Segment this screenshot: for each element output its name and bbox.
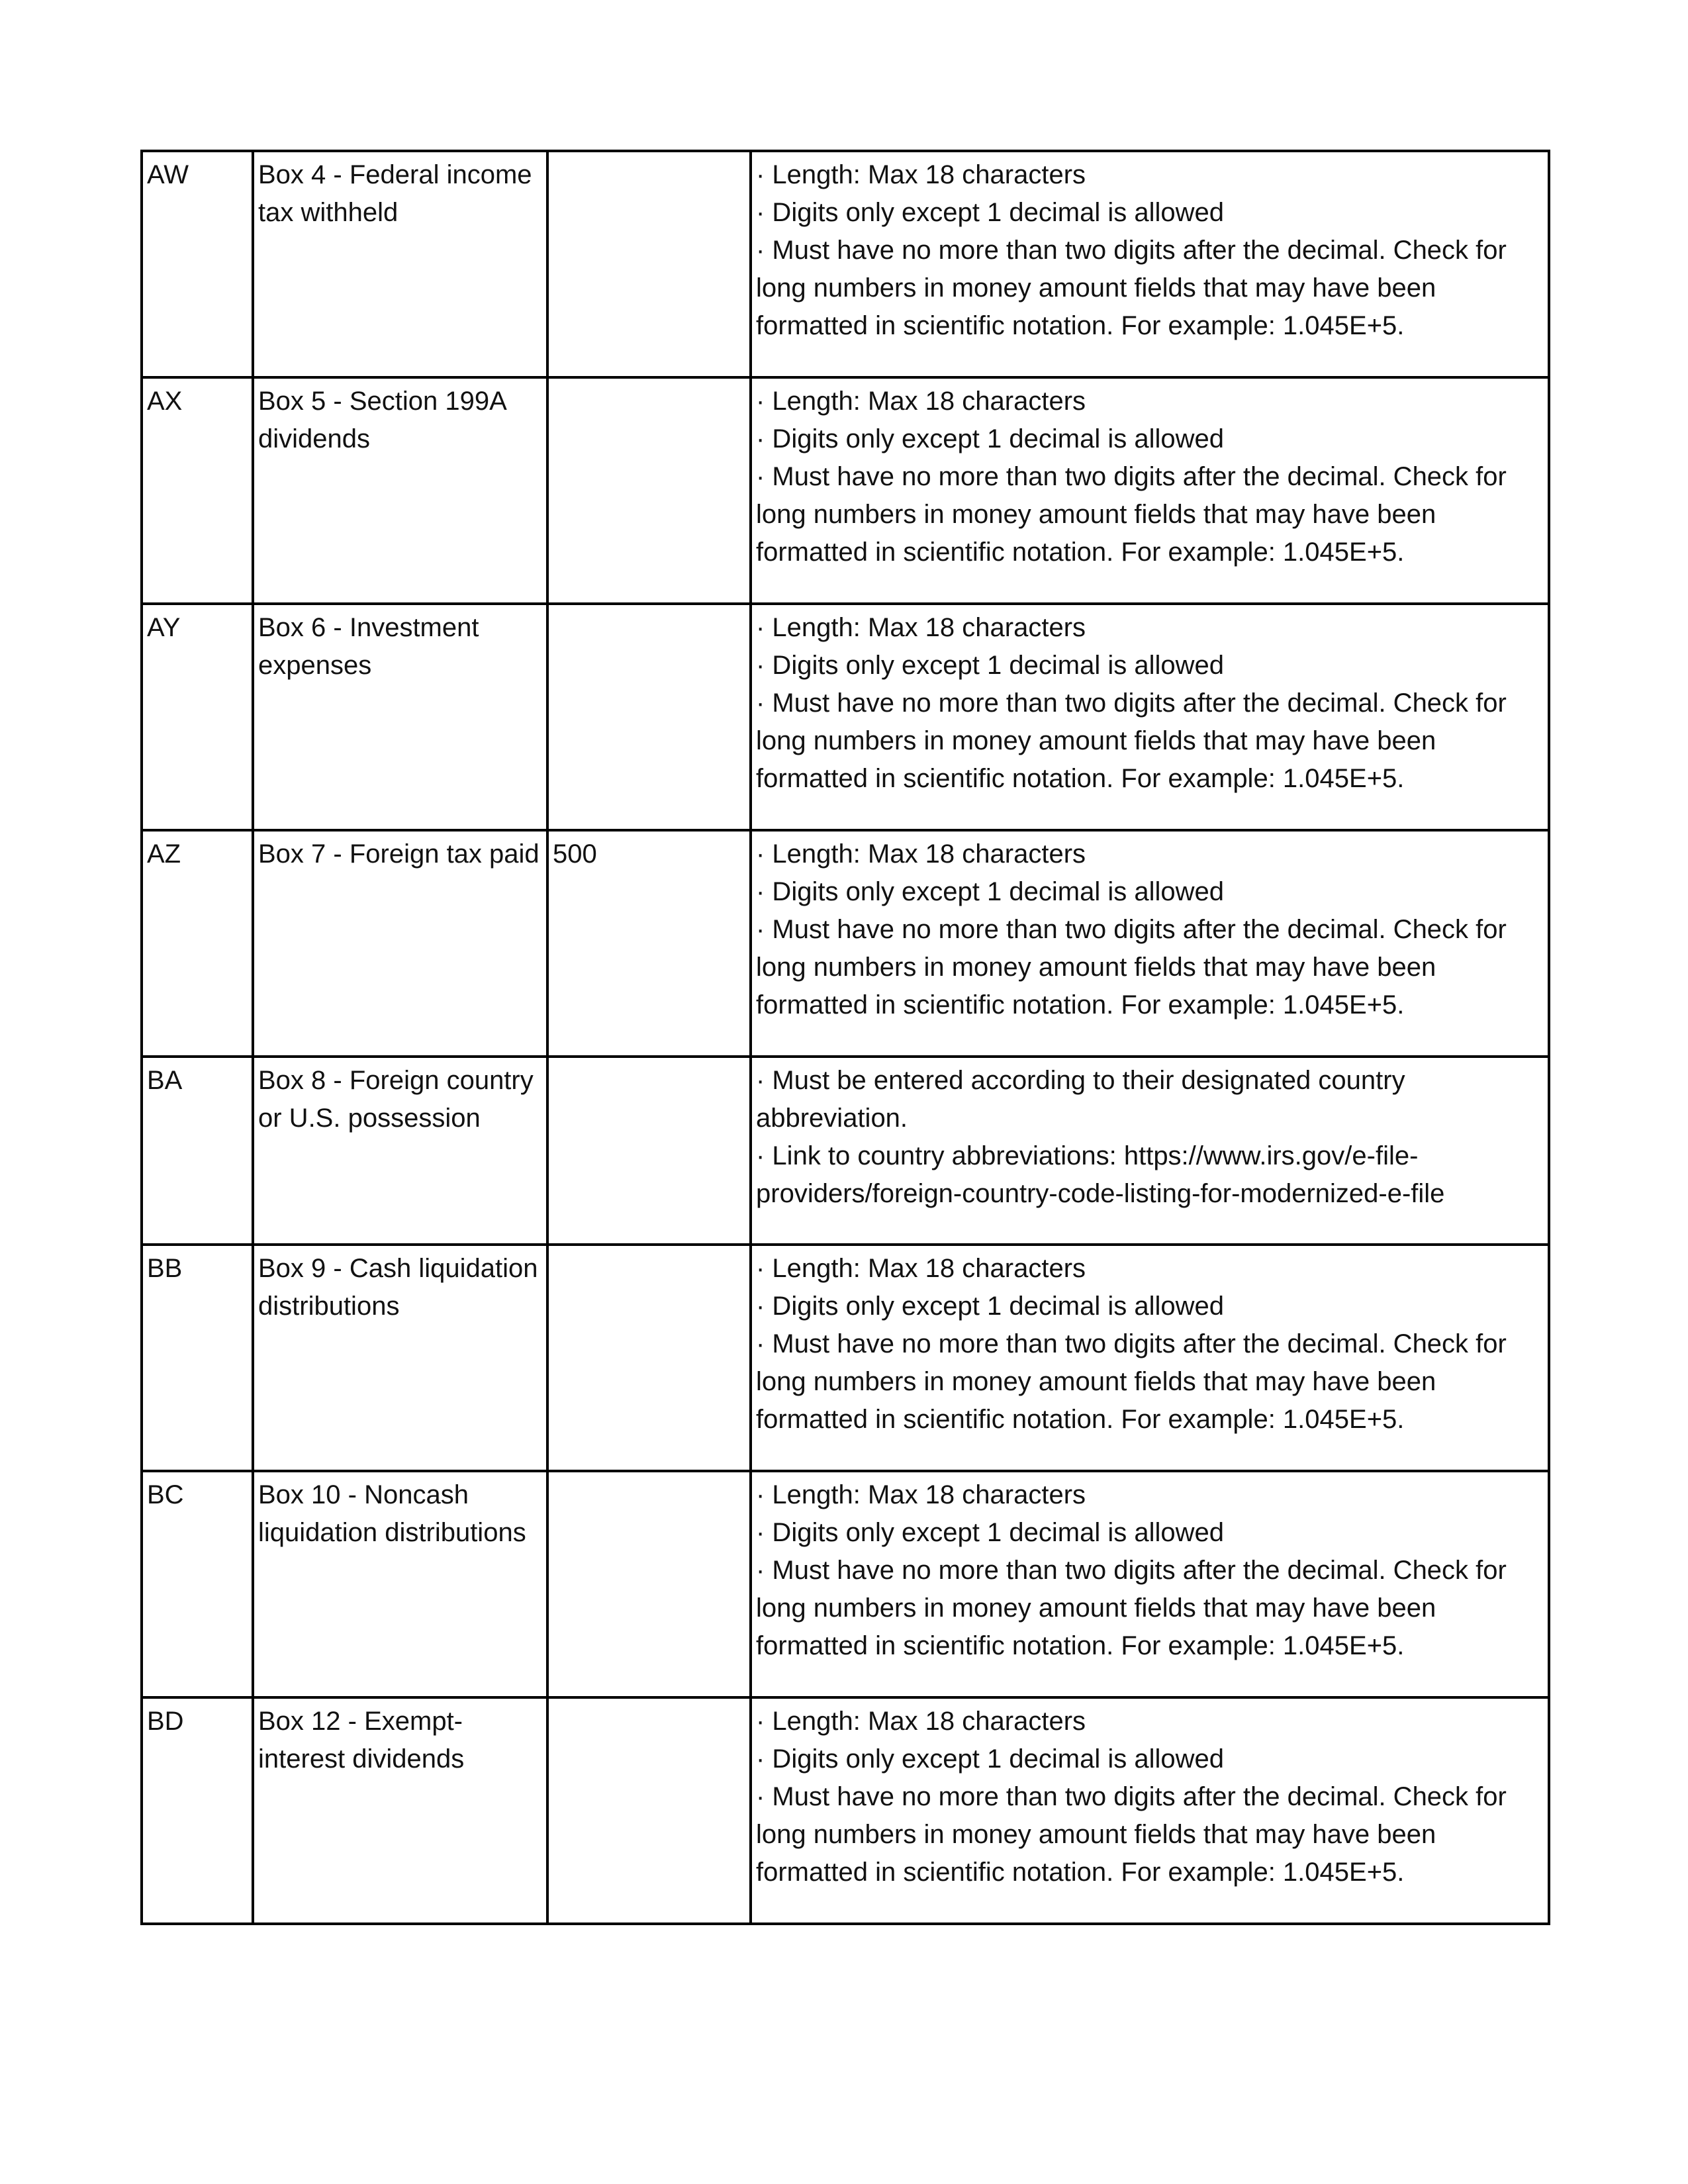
sample-value-cell — [547, 151, 751, 377]
table-row — [142, 151, 1549, 377]
column-code-cell: BD — [142, 1697, 253, 1924]
column-code-cell: AZ — [142, 830, 253, 1057]
column-code-cell: AY — [142, 604, 253, 830]
validation-rules-cell: · Length: Max 18 characters · Digits only except 1 decimal is allowed · Must have no more than two digits after the decimal. Check for long numbers in money amount fields that may have been formatted in scientific notation. For example: 1.045E+5. — [751, 151, 1549, 377]
sample-value-cell: 500 — [547, 830, 751, 1057]
table-row — [142, 377, 1549, 604]
field-name-cell: Box 4 - Federal income tax withheld — [253, 151, 547, 377]
validation-rules-cell: · Length: Max 18 characters · Digits only except 1 decimal is allowed · Must have no more than two digits after the decimal. Check for long numbers in money amount fields that may have been formatted in scientific notation. For example: 1.045E+5. — [751, 377, 1549, 604]
column-code-cell: BC — [142, 1471, 253, 1697]
validation-rules-cell: · Length: Max 18 characters · Digits only except 1 decimal is allowed · Must have no more than two digits after the decimal. Check for long numbers in money amount fields that may have been formatted in scientific notation. For example: 1.045E+5. — [751, 1697, 1549, 1924]
field-name-cell: Box 12 - Exempt-interest dividends — [253, 1697, 547, 1924]
table-row — [142, 1245, 1549, 1471]
sample-value-cell — [547, 1697, 751, 1924]
table-row — [142, 1057, 1549, 1245]
validation-rules-cell: · Length: Max 18 characters · Digits only except 1 decimal is allowed · Must have no more than two digits after the decimal. Check for long numbers in money amount fields that may have been formatted in scientific notation. For example: 1.045E+5. — [751, 1471, 1549, 1697]
field-name-cell: Box 7 - Foreign tax paid — [253, 830, 547, 1057]
sample-value-cell — [547, 1245, 751, 1471]
validation-rules-cell: · Length: Max 18 characters · Digits only except 1 decimal is allowed · Must have no more than two digits after the decimal. Check for long numbers in money amount fields that may have been formatted in scientific notation. For example: 1.045E+5. — [751, 604, 1549, 830]
field-name-cell: Box 5 - Section 199A dividends — [253, 377, 547, 604]
column-code-cell: AW — [142, 151, 253, 377]
field-name-cell: Box 8 - Foreign country or U.S. possession — [253, 1057, 547, 1245]
column-code-cell: AX — [142, 377, 253, 604]
table-row — [142, 604, 1549, 830]
field-name-cell: Box 6 - Investment expenses — [253, 604, 547, 830]
table-row — [142, 1471, 1549, 1697]
table-row — [142, 1697, 1549, 1924]
column-code-cell: BA — [142, 1057, 253, 1245]
field-name-cell: Box 9 - Cash liquidation distributions — [253, 1245, 547, 1471]
table-row — [142, 830, 1549, 1057]
validation-rules-cell: · Length: Max 18 characters · Digits only except 1 decimal is allowed · Must have no more than two digits after the decimal. Check for long numbers in money amount fields that may have been formatted in scientific notation. For example: 1.045E+5. — [751, 830, 1549, 1057]
field-name-cell: Box 10 - Noncash liquidation distributions — [253, 1471, 547, 1697]
sample-value-cell — [547, 377, 751, 604]
validation-rules-cell: · Must be entered according to their designated country abbreviation. · Link to country abbreviations: https://www.irs.gov/e-file-providers/foreign-country-code-listing-for-modernized-e-file — [751, 1057, 1549, 1245]
sample-value-cell — [547, 1471, 751, 1697]
validation-rules-cell: · Length: Max 18 characters · Digits only except 1 decimal is allowed · Must have no more than two digits after the decimal. Check for long numbers in money amount fields that may have been formatted in scientific notation. For example: 1.045E+5. — [751, 1245, 1549, 1471]
sample-value-cell — [547, 1057, 751, 1245]
column-code-cell: BB — [142, 1245, 253, 1471]
sample-value-cell — [547, 604, 751, 830]
field-spec-table — [140, 150, 1550, 1925]
